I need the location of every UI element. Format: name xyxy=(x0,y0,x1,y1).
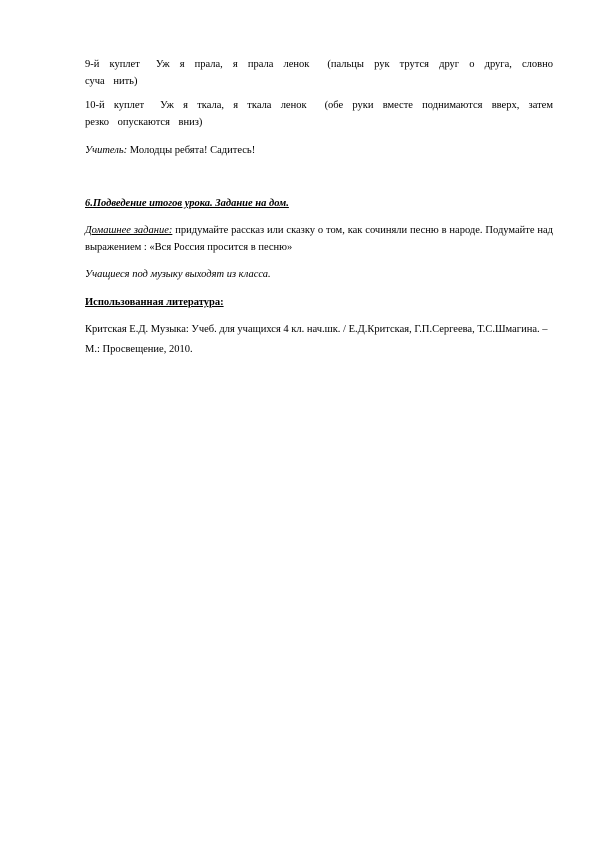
homework-text: придумайте рассказ или сказку о том, как сочиняли песню в народе. Подумайте над выражением : «Вся Россия просится в песню» xyxy=(85,225,554,253)
verse-9-action: (пальцы рук трутся друг о друга, словно суча нить) xyxy=(85,59,554,87)
teacher-speech: Молодцы ребята! Садитесь! xyxy=(129,145,256,156)
verse-9-lyrics: Уж я прала, я прала ленок xyxy=(155,59,310,70)
verse-9-number: 9-й куплет xyxy=(85,59,140,70)
summary-heading xyxy=(85,195,553,212)
homework-label: Домашнее задание: xyxy=(85,225,173,236)
literature-reference-text: Критская Е.Д. Музыка: Учеб. для учащихся 4 кл. нач.шк. / Е.Д.Критская, Г.П.Сергеева, Т.С.Шмагина. – М.: Просвещение, 2010. xyxy=(85,324,548,355)
literature-heading-text: Использованная литература: xyxy=(85,297,224,308)
summary-heading-text: 6.Подведение итогов урока. Задание на дом. xyxy=(85,198,289,209)
teacher-label: Учитель: xyxy=(85,145,128,156)
teacher-line xyxy=(85,142,553,159)
literature-heading xyxy=(85,294,553,311)
verse-9 xyxy=(85,56,553,90)
exit-note-text: Учащиеся под музыку выходят из класса. xyxy=(85,269,271,280)
exit-note xyxy=(85,266,553,283)
verse-10-number: 10-й куплет xyxy=(85,100,145,111)
literature-reference xyxy=(85,320,553,360)
verse-10 xyxy=(85,97,553,131)
verse-10-action: (обе руки вместе поднимаются вверх, затем резко опускаются вниз) xyxy=(85,100,553,128)
homework-paragraph xyxy=(85,222,553,256)
verse-10-lyrics: Уж я ткала, я ткала ленок xyxy=(160,100,307,111)
